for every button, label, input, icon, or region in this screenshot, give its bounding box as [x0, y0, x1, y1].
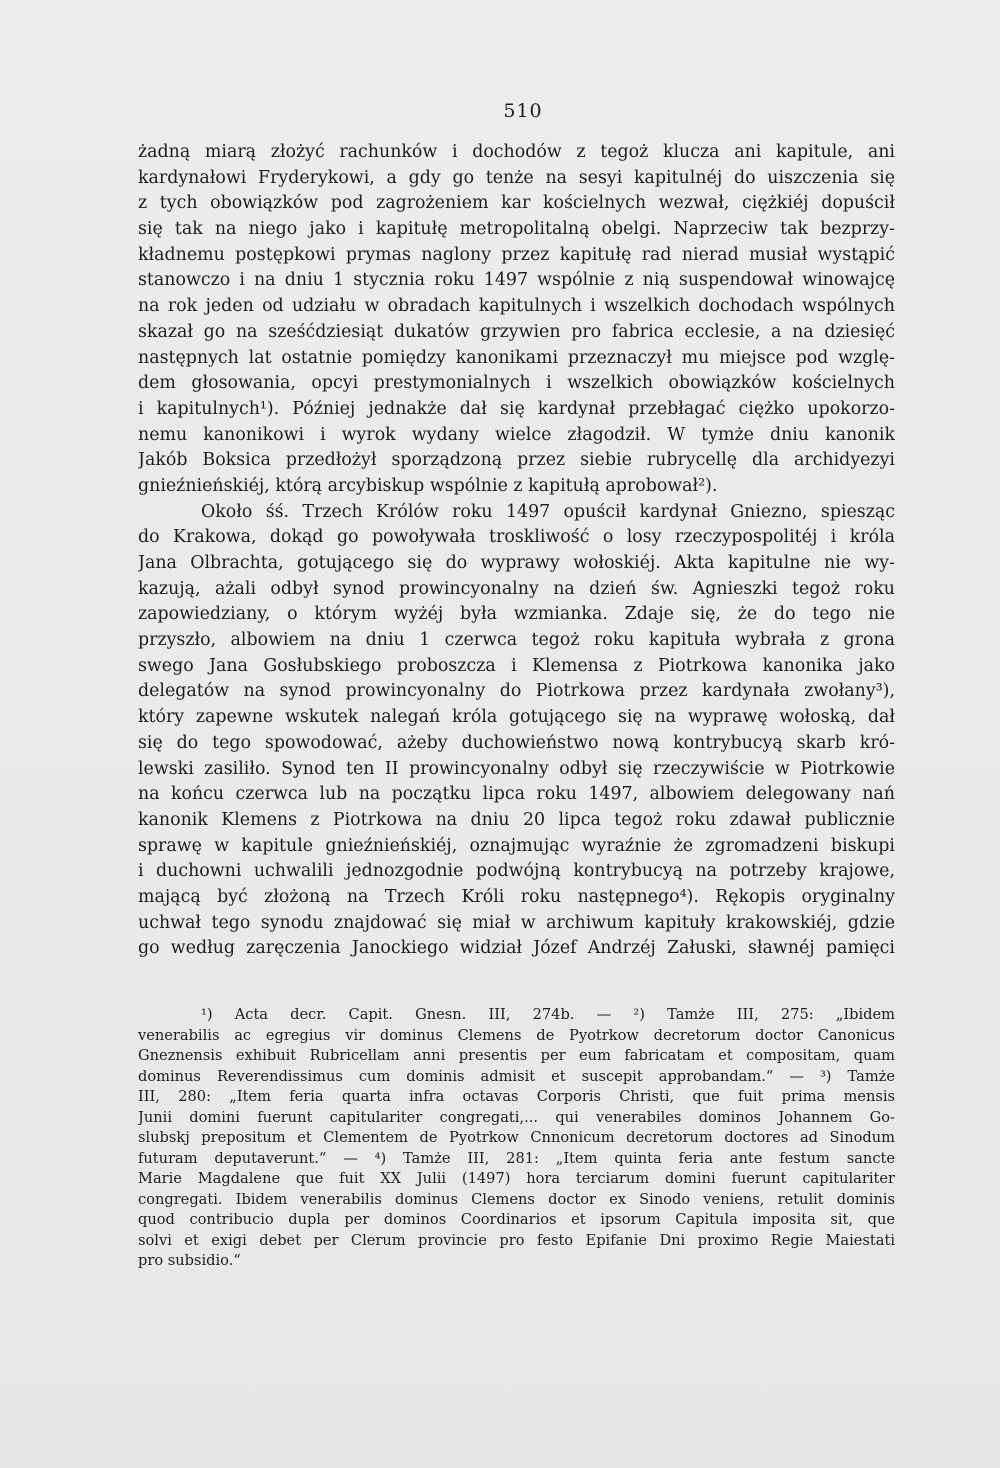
footnote-line: solvi et exigi debet per Clerum provincie pro festo Epifanie Dni proximo Regie Maiestati — [138, 1231, 895, 1249]
text-line: który zapewne wskutek nalegań króla gotującego się na wyprawę wołoską, dał — [138, 707, 895, 728]
text-line: się do tego spowodować, ażeby duchowieństwo nową kontrybucyą skarb kró- — [138, 732, 895, 753]
text-line: uchwał tego synodu znajdować się miał w archiwum kapituły krakowskiéj, gdzie — [138, 912, 895, 933]
text-line: Jakób Boksica przedłożył sporządzoną przez siebie rubrycellę dla archidyezyi — [138, 450, 895, 471]
text-line: zapowiedziany, o którym wyżéj była wzmianka. Zdaje się, że do tego nie — [138, 604, 895, 625]
text-line: i kapitulnych¹). Później jednakże dał się kardynał przebłagać ciężko upokorzo- — [138, 398, 895, 419]
footnote-line: quod contribucio dupla per dominos Coordinarios et ipsorum Capitula imposita sit, que — [138, 1211, 895, 1228]
text-line: lewski zasiliło. Synod ten II prowincyonalny odbył się rzeczywiście w Piotrkowie — [138, 758, 895, 779]
page-number: 510 — [503, 100, 543, 122]
text-line: Około śś. Trzech Królów roku 1497 opuścił kardynał Gniezno, spiesząc — [201, 501, 895, 522]
text-line: delegatów na synod prowincyonalny do Piotrkowa przez kardynała zwołany³), — [138, 681, 895, 702]
text-line: przyszło, albowiem na dniu 1 czerwca tegoż roku kapituła wybrała z grona — [138, 630, 895, 651]
text-line: Jana Olbrachta, gotującego się do wyprawy wołoskiéj. Akta kapitulne nie wy- — [138, 553, 895, 573]
footnote-line: Marie Magdalene que fuit XX Julii (1497) hora terciarum domini fuerunt capitulariter — [138, 1170, 895, 1187]
text-line: i duchowni uchwalili jednozgodnie podwójną kontrybucyą na potrzeby krajowe, — [138, 861, 895, 882]
text-line: swego Jana Gosłubskiego proboszcza i Klemensa z Piotrkowa kanonika jako — [138, 655, 895, 676]
footnote-line: Gneznensis exhibuit Rubricellam anni presentis per eum fabricatam et compositam, quam — [138, 1047, 895, 1064]
text-line: się tak na niego jako i kapitułę metropolitalną obelgi. Naprzeciw tak bezprzy- — [138, 219, 895, 240]
footnotes — [138, 1005, 895, 1272]
footnote-line: venerabilis ac egregius vir dominus Clemens de Pyotrkow decretorum doctor Canonicus — [138, 1026, 895, 1044]
text-line: na końcu czerwca lub na początku lipca roku 1497, albowiem delegowany nań — [138, 784, 895, 805]
text-line: kardynałowi Fryderykowi, a gdy go tenże na sesyi kapitulnéj do uiszczenia się — [138, 167, 895, 188]
main-text — [138, 140, 895, 962]
footnote-line: Junii domini fuerunt capitulariter congregati,... qui venerabiles dominos Johannem Go- — [138, 1108, 895, 1126]
text-line: dem głosowania, opcyi prestymonialnych i wszelkich obowiązków kościelnych — [138, 373, 895, 394]
text-line: gnieźnieńskiéj, którą arcybiskup wspólnie z kapitułą aprobował²). — [138, 475, 718, 496]
text-line: skazał go na sześćdziesiąt dukatów grzywien pro fabrica ecclesie, a na dziesięć — [138, 321, 895, 342]
text-line: stanowczo i na dniu 1 stycznia roku 1497 wspólnie z nią suspendował winowajcę — [138, 270, 895, 291]
text-line: sprawę w kapitule gnieźnieńskiéj, oznajmując wyraźnie że zgromadzeni biskupi — [138, 835, 895, 856]
text-line: kanonik Klemens z Piotrkowa na dniu 20 lipca tegoż roku zdawał publicznie — [138, 809, 895, 830]
footnote-line: slubskj prepositum et Clementem de Pyotrkow Cnnonicum decretorum doctores ad Sinodum — [138, 1129, 895, 1146]
text-line: mającą być złożoną na Trzech Króli roku następnego⁴). Rękopis oryginalny — [138, 886, 895, 907]
text-line: go według zaręczenia Janockiego widział Józef Andrzéj Załuski, sławnéj pamięci — [138, 938, 895, 959]
text-line: kładnemu postępkowi prymas naglony przez kapitułę rad nierad musiał wystąpić — [138, 244, 895, 265]
text-line: do Krakowa, dokąd go powoływała troskliwość o losy rzeczypospolitéj i króla — [138, 527, 895, 548]
footnote-line: III, 280: „Item feria quarta infra octavas Corporis Christi, que fuit prima mensis — [138, 1088, 895, 1105]
text-line: kazują, ażali odbył synod prowincyonalny na dzień św. Agnieszki tegoż roku — [138, 578, 895, 599]
text-line: na rok jeden od udziału w obradach kapitulnych i wszelkich dochodach wspólnych — [138, 296, 895, 317]
footnote-line: pro subsidio.“ — [138, 1252, 241, 1269]
text-line: nemu kanonikowi i wyrok wydany wielce złagodził. W tymże dniu kanonik — [138, 424, 895, 445]
footnote-line: ¹) Acta decr. Capit. Gnesn. III, 274b. — ²) Tamże III, 275: „Ibidem — [201, 1006, 895, 1023]
text-line: następnych lat ostatnie pomiędzy kanonikami przeznaczył mu miejsce pod wzglę- — [138, 347, 895, 368]
footnote-line: congregati. Ibidem venerabilis dominus Clemens doctor ex Sinodo veniens, retulit dominis — [138, 1190, 895, 1208]
text-line: żadną miarą złożyć rachunków i dochodów z tegoż klucza ani kapitule, ani — [138, 142, 895, 162]
footnote-line: futuram deputaverunt.“ — ⁴) Tamże III, 281: „Item quinta feria ante festum sancte — [138, 1149, 895, 1167]
footnote-line: dominus Reverendissimus cum dominis admisit et suscepit approbandam.“ — ³) Tamże — [138, 1067, 895, 1085]
text-line: z tych obowiązków pod zagrożeniem kar kościelnych wezwał, ciężkiéj dopuścił — [138, 193, 895, 214]
